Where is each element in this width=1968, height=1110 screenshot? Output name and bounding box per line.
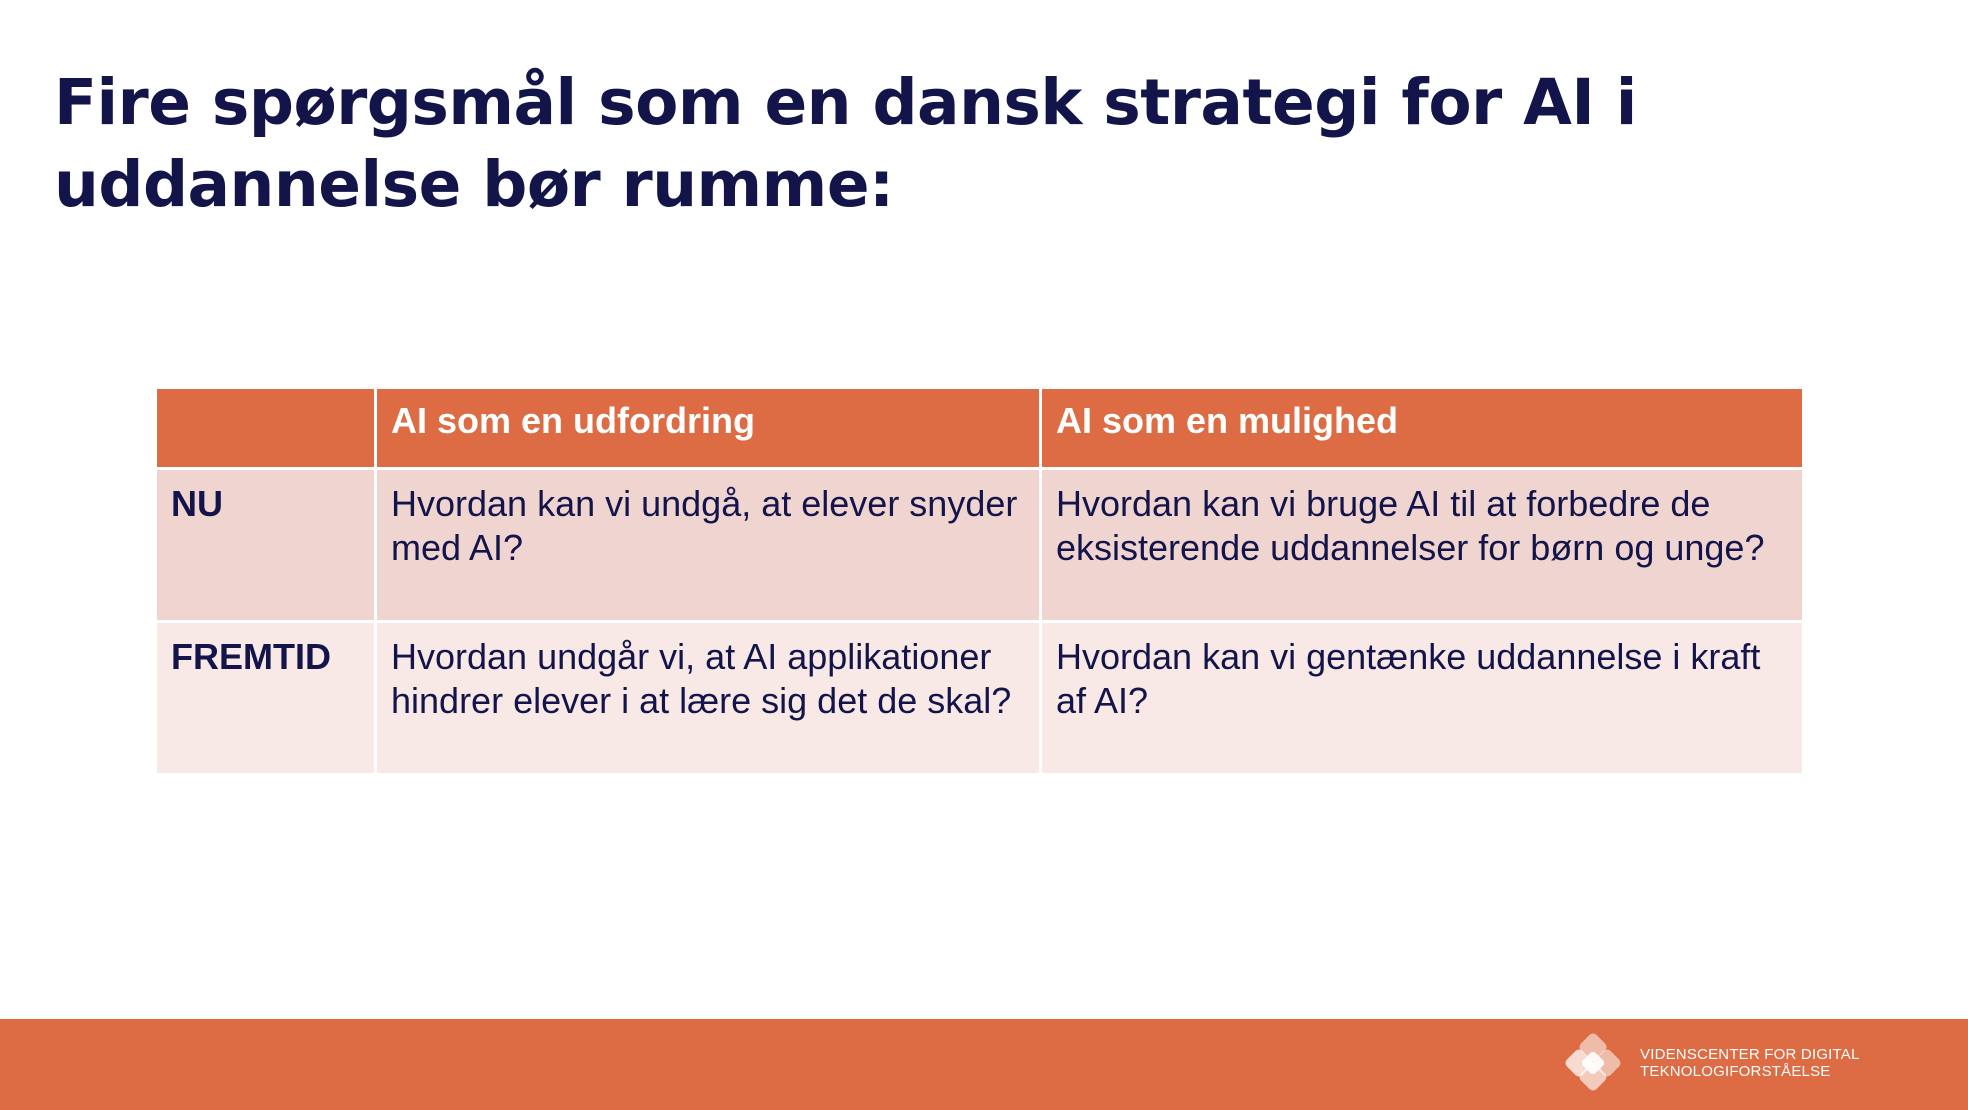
questions-table [154,386,1805,776]
table-row [156,469,1804,622]
cell-fremtid-challenge: Hvordan undgår vi, at AI applikationer hindrer elever i at lære sig det de skal? [376,622,1041,775]
logo-wordmark [1640,1046,1860,1080]
logo-line-1: VIDENSCENTER FOR DIGITAL [1640,1046,1860,1063]
table-header-row [156,388,1804,469]
header-challenge: AI som en udfordring [376,388,1041,469]
cell-nu-opportunity: Hvordan kan vi bruge AI til at forbedre de eksisterende uddannelser for børn og unge? [1041,469,1804,622]
organization-logo [1560,1030,1940,1100]
logo-line-2: TEKNOLOGIFORSTÅELSE [1640,1063,1831,1080]
cell-nu-challenge: Hvordan kan vi undgå, at elever snyder med AI? [376,469,1041,622]
row-label-nu: NU [156,469,376,622]
slide-title: Fire spørgsmål som en dansk strategi for AI i uddannelse bør rumme: [54,66,1637,221]
row-label-fremtid: FREMTID [156,622,376,775]
header-opportunity: AI som en mulighed [1041,388,1804,469]
header-corner-cell [156,388,376,469]
cell-fremtid-opportunity: Hvordan kan vi gentænke uddannelse i kraft af AI? [1041,622,1804,775]
table-row [156,622,1804,775]
diamond-logo-icon [1560,1030,1638,1100]
